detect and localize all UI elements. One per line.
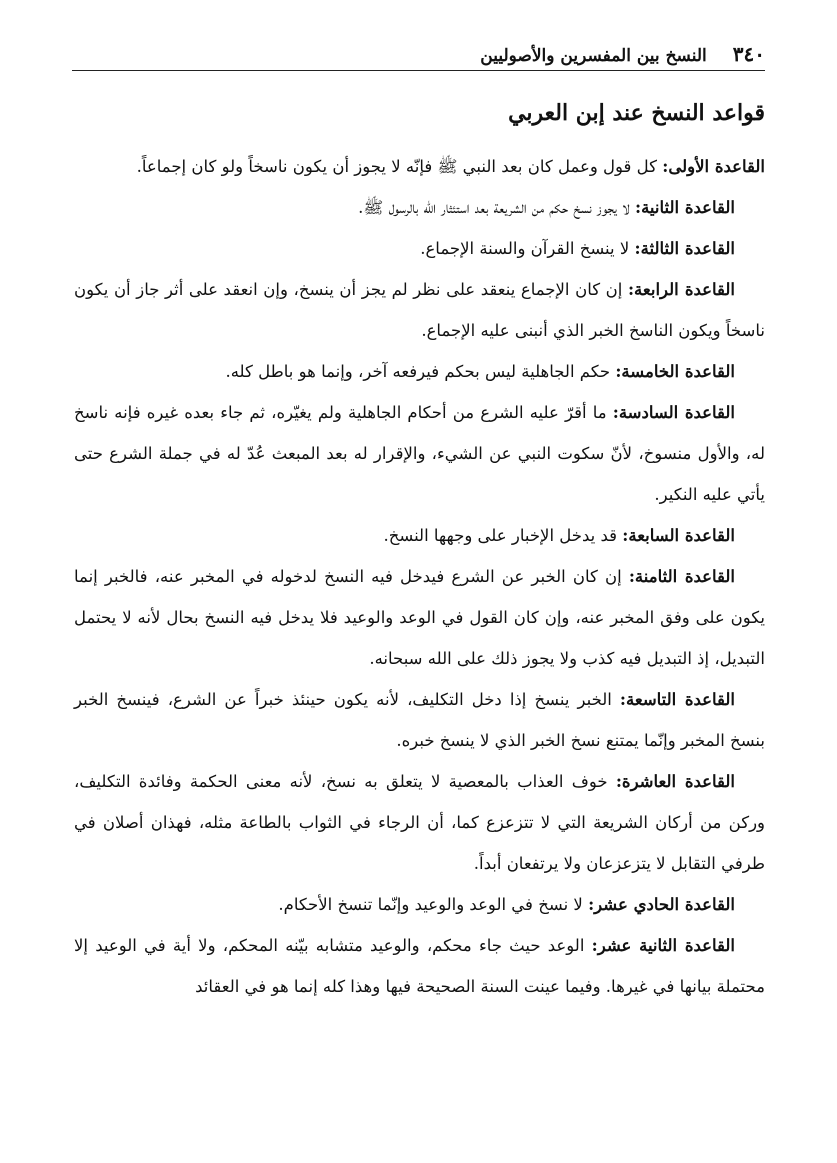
rule-label: القاعدة التاسعة: bbox=[619, 690, 735, 709]
rule-label: القاعدة الثانية عشر: bbox=[591, 936, 735, 955]
rule-9 bbox=[74, 679, 765, 761]
page-number: ٣٤٠ bbox=[732, 42, 765, 66]
rule-label: القاعدة الرابعة: bbox=[627, 280, 735, 299]
rule-text: الخبر ينسخ إذا دخل التكليف، لأنه يكون حينئذ خبراً عن الشرع، فينسخ الخبر بنسخ المخبر وإنّما يمتنع نسخ الخبر الذي لا ينسخ خبره. bbox=[74, 690, 765, 750]
rule-label: القاعدة الثانية: bbox=[634, 198, 735, 217]
rule-2 bbox=[74, 187, 765, 228]
rule-text: إن كان الخبر عن الشرع فيدخل فيه النسخ لدخوله في المخبر عنه، فالخبر إنما يكون على وفق المخبر عنه، وإن كان القول في الوعد والوعيد فلا يدخل فيه النسخ بحال لأنه لا يحتمل التبديل، إذ التبديل فيه كذب ولا يجوز ذلك على الله سبحانه. bbox=[74, 567, 765, 668]
rule-label: القاعدة الحادي عشر: bbox=[588, 895, 735, 914]
section-title: قواعد النسخ عند إبن العربي bbox=[508, 100, 765, 126]
rule-label: القاعدة الثالثة: bbox=[634, 239, 735, 258]
rule-4 bbox=[74, 269, 765, 351]
rule-5 bbox=[74, 351, 765, 392]
page-header bbox=[72, 32, 765, 71]
rule-11 bbox=[74, 884, 765, 925]
rule-label: القاعدة السابعة: bbox=[622, 526, 735, 545]
rule-text: لا يجوز نسخ حكم من الشريعة بعد استئثار الله بالرسول ﷺ. bbox=[358, 198, 635, 217]
rule-text: لا نسخ في الوعد والوعيد وإنّما تنسخ الأحكام. bbox=[278, 895, 589, 914]
rule-text: قد يدخل الإخبار على وجهها النسخ. bbox=[383, 526, 623, 545]
rules-body bbox=[74, 146, 765, 1007]
rule-1 bbox=[74, 146, 765, 187]
rule-text: كل قول وعمل كان بعد النبي ﷺ فإنّه لا يجوز أن يكون ناسخاً ولو كان إجماعاً. bbox=[136, 157, 663, 176]
rule-text: إن كان الإجماع ينعقد على نظر لم يجز أن ينسخ، وإن انعقد على أثر جاز أن يكون ناسخاً ويكون الناسخ الخبر الذي أنبنى عليه الإجماع. bbox=[74, 280, 765, 340]
rule-text: لا ينسخ القرآن والسنة الإجماع. bbox=[420, 239, 635, 258]
rule-text: الوعد حيث جاء محكم، والوعيد متشابه بيّنه المحكم، ولا أية في الوعيد إلا محتملة بيانها في غيرها. وفيما عينت السنة الصحيحة فيها وهذا كله إنما هو في العقائد bbox=[74, 936, 765, 996]
rule-3 bbox=[74, 228, 765, 269]
rule-text: خوف العذاب بالمعصية لا يتعلق به نسخ، لأنه معنى الحكمة وفائدة التكليف، وركن من أركان الشريعة التي لا تتزعزع كما، أن الرجاء في الثواب بالطاعة مثله، فهذان أصلان في طرفي التقابل لا يتزعزعان ولا يرتفعان أبداً. bbox=[74, 772, 765, 873]
rule-label: القاعدة الخامسة: bbox=[615, 362, 735, 381]
rule-10 bbox=[74, 761, 765, 884]
rule-label: القاعدة الأولى: bbox=[662, 157, 765, 176]
rule-8 bbox=[74, 556, 765, 679]
rule-text: ما أقرّ عليه الشرع من أحكام الجاهلية ولم يغيّره، ثم جاء بعده غيره فإنه ناسخ له، والأول منسوخ، لأنّ سكوت النبي عن الشيء، والإقرار له بعد المبعث عُدّ له في جملة الشرع حتى يأتي عليه النكير. bbox=[74, 403, 765, 504]
rule-6 bbox=[74, 392, 765, 515]
rule-label: القاعدة الثامنة: bbox=[628, 567, 735, 586]
running-title: النسخ بين المفسرين والأصوليين bbox=[480, 46, 707, 66]
rule-label: القاعدة السادسة: bbox=[612, 403, 735, 422]
rule-text: حكم الجاهلية ليس بحكم فيرفعه آخر، وإنما هو باطل كله. bbox=[225, 362, 616, 381]
rule-12 bbox=[74, 925, 765, 1007]
rule-label: القاعدة العاشرة: bbox=[615, 772, 735, 791]
rule-7 bbox=[74, 515, 765, 556]
